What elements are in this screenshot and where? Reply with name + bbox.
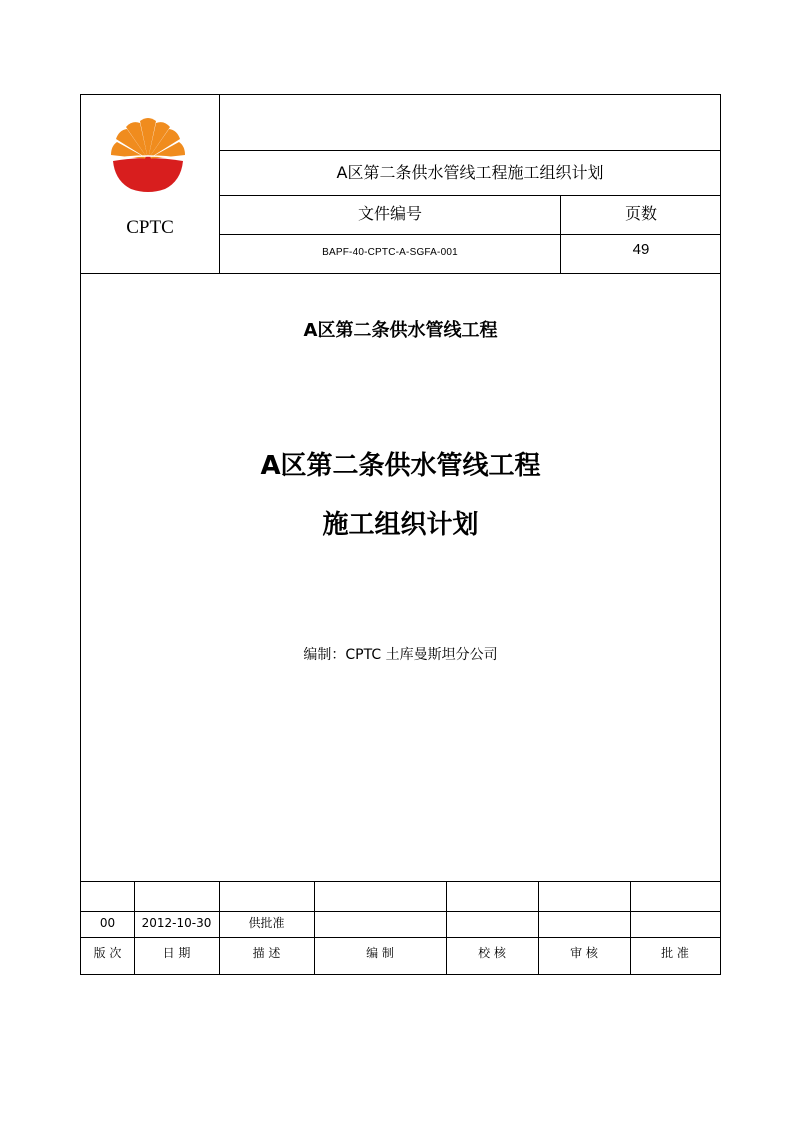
doc-no-cell <box>220 235 560 273</box>
cover-frame <box>80 94 721 975</box>
revision-table <box>81 881 720 975</box>
header-value-row <box>220 235 720 273</box>
revision-blank-row <box>81 882 720 912</box>
main-title-line2: 施工组织计划 <box>322 510 479 540</box>
revision-description: 供批准 <box>248 916 285 930</box>
col-checked-header: 校 核 <box>478 946 506 960</box>
revision-version: 00 <box>99 916 116 930</box>
col-reviewed-header: 审 核 <box>570 946 598 960</box>
revision-date: 2012-10-30 <box>141 916 212 930</box>
company-logo-text: CPTC <box>126 217 174 238</box>
logo-cell <box>81 95 220 273</box>
pages-value: 49 <box>632 241 650 258</box>
pages-label: 页数 <box>624 204 657 223</box>
revision-divider <box>538 882 539 975</box>
revision-divider <box>630 882 631 975</box>
doc-no-label-cell <box>220 196 560 234</box>
col-description-header: 描 述 <box>252 946 281 960</box>
header-label-row <box>220 196 720 235</box>
revision-data-row <box>81 912 720 938</box>
col-prepared-header: 编 制 <box>366 946 394 960</box>
header-block <box>81 95 720 274</box>
header-title-row <box>220 151 720 196</box>
col-approved-header: 批 准 <box>661 946 689 960</box>
revision-divider <box>314 882 315 975</box>
col-date-header: 日 期 <box>162 946 191 960</box>
revision-divider <box>134 882 135 975</box>
main-title-line1: A区第二条供水管线工程 <box>260 451 541 481</box>
cnpc-petal-logo-icon <box>107 115 189 197</box>
pages-cell <box>560 235 721 273</box>
doc-no-value: BAPF-40-CPTC-A-SGFA-001 <box>322 247 458 258</box>
revision-divider <box>446 882 447 975</box>
header-blank-row <box>220 95 720 151</box>
project-subtitle: A区第二条供水管线工程 <box>303 320 498 341</box>
revision-header-row <box>81 938 720 975</box>
compiler-line: 编制：CPTC 土库曼斯坦分公司 <box>303 647 498 663</box>
pages-label-cell <box>560 196 721 234</box>
doc-no-label: 文件编号 <box>357 204 422 223</box>
revision-divider <box>219 882 220 975</box>
doc-title: A区第二条供水管线工程施工组织计划 <box>336 163 604 182</box>
col-version-header: 版 次 <box>93 946 122 960</box>
